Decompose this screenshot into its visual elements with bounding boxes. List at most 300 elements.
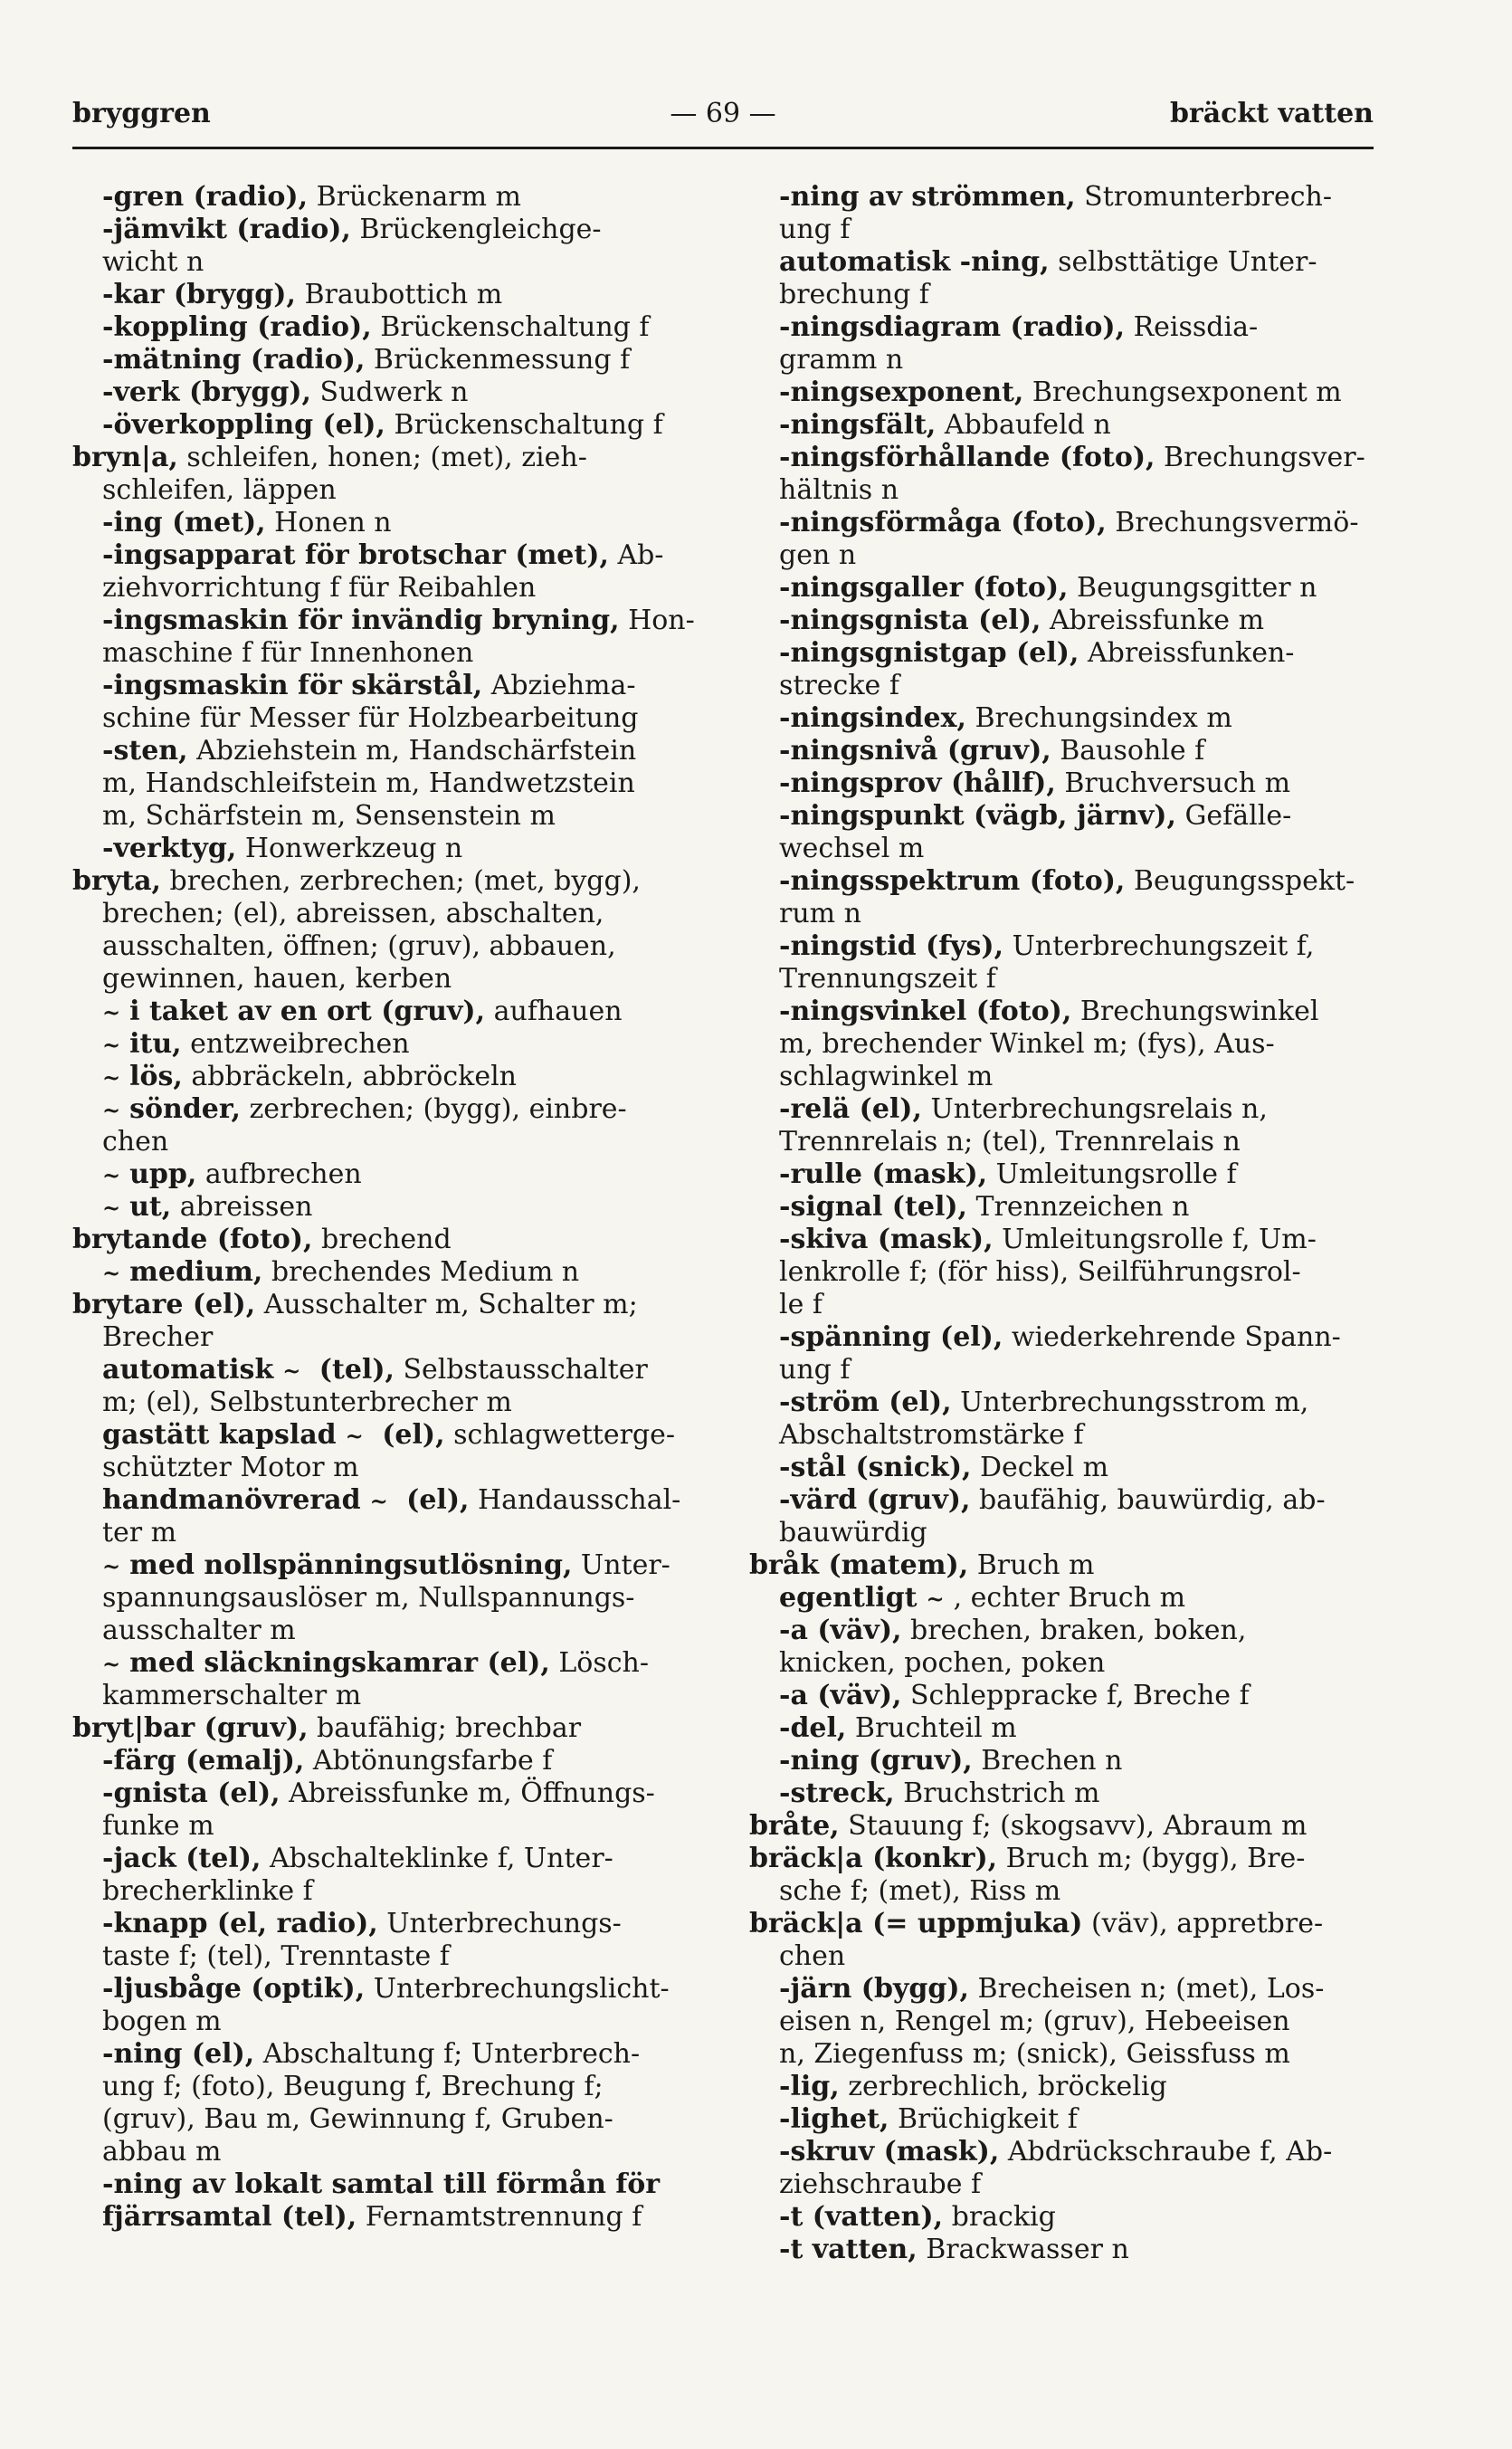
- translation: Abschaltstromstärke f: [779, 1419, 1084, 1451]
- translation: schine für Messer für Holzbearbeitung: [102, 702, 639, 734]
- headword: -verk (brygg),: [102, 376, 312, 408]
- dictionary-line: [749, 800, 1383, 833]
- headword: -ningsgaller (foto),: [779, 572, 1069, 604]
- dictionary-line: [72, 311, 724, 344]
- dictionary-line: [72, 2038, 724, 2071]
- headword: -knapp (el, radio),: [102, 1908, 378, 1939]
- swung-dash-icon: ~: [102, 1064, 121, 1091]
- dictionary-line: [749, 702, 1383, 735]
- dictionary-line: [749, 1256, 1383, 1289]
- headword: med släckningskamrar (el),: [129, 1647, 550, 1679]
- translation: Brechungsver-: [1155, 442, 1365, 473]
- headword: -signal (tel),: [779, 1191, 967, 1223]
- dictionary-line: [72, 735, 724, 767]
- swung-dash-icon: ~: [102, 1260, 121, 1286]
- dictionary-line: [749, 1452, 1383, 1484]
- headword: egentligt: [779, 1582, 918, 1614]
- swung-dash-icon: ~: [102, 1651, 121, 1677]
- headword: -kar (brygg),: [102, 279, 296, 310]
- dictionary-line: [749, 930, 1383, 963]
- translation: Abreissfunke m, Öffnungs-: [280, 1777, 655, 1809]
- headword: -ningsnivå (gruv),: [779, 735, 1051, 767]
- translation: wicht n: [102, 246, 204, 278]
- dictionary-line: [749, 409, 1383, 442]
- translation: Abschalteklinke f, Unter-: [261, 1843, 613, 1874]
- headword: -koppling (radio),: [102, 311, 372, 343]
- dictionary-line: [72, 800, 724, 833]
- headword: -t (vatten),: [779, 2201, 944, 2233]
- headword: -ning (gruv),: [779, 1745, 973, 1777]
- translation: Brechungsvermö-: [1106, 507, 1359, 538]
- headword: -ningsförmåga (foto),: [779, 507, 1107, 538]
- dictionary-line: [749, 1582, 1383, 1615]
- dictionary-line: [72, 1908, 724, 1940]
- dictionary-line: [749, 1940, 1383, 1973]
- headword: -ningsvinkel (foto),: [779, 996, 1072, 1027]
- translation: Abziehstein m, Handschärfstein: [187, 735, 637, 767]
- dictionary-line: [749, 376, 1383, 409]
- dictionary-line: [749, 1549, 1383, 1582]
- translation: Brückenarm m: [308, 181, 522, 213]
- dictionary-line: [749, 1908, 1383, 1940]
- translation: Brückenschaltung f: [385, 409, 663, 441]
- dictionary-line: [749, 2201, 1383, 2234]
- headword: upp,: [129, 1158, 197, 1190]
- translation: Fernamtstrennung f: [357, 2201, 642, 2233]
- translation: Bruchteil m: [846, 1712, 1017, 1744]
- dictionary-line: [72, 1158, 724, 1191]
- headword: -ingsmaskin för skärstål,: [102, 670, 483, 701]
- dictionary-line: [749, 1647, 1383, 1680]
- dictionary-line: [72, 1191, 724, 1224]
- translation: n, Ziegenfuss m; (snick), Geissfuss m: [779, 2038, 1290, 2070]
- translation: le f: [779, 1289, 823, 1320]
- dictionary-line: [72, 1973, 724, 2006]
- headword: -jämvikt (radio),: [102, 214, 351, 245]
- headword: -ljusbåge (optik),: [102, 1973, 366, 2005]
- translation: baufähig, bauwürdig, ab-: [970, 1484, 1326, 1516]
- dictionary-line: [749, 996, 1383, 1028]
- translation: Brackwasser n: [917, 2234, 1129, 2265]
- dictionary-line: [749, 2234, 1383, 2266]
- translation: Brechungsexponent m: [1023, 376, 1342, 408]
- translation: Lösch-: [549, 1647, 649, 1679]
- dictionary-line: [749, 1712, 1383, 1745]
- translation: Bruch m; (bygg), Bre-: [997, 1843, 1306, 1874]
- dictionary-line: [749, 1843, 1383, 1875]
- dictionary-line: [749, 1093, 1383, 1126]
- dictionary-line: [72, 1712, 724, 1745]
- translation: selbsttätige Unter-: [1049, 246, 1317, 278]
- translation: schützter Motor m: [102, 1452, 359, 1483]
- dictionary-line: [72, 1452, 724, 1484]
- translation: Reissdia-: [1125, 311, 1259, 343]
- headword: gastätt kapslad: [102, 1419, 337, 1451]
- dictionary-line: [749, 1777, 1383, 1810]
- dictionary-line: [749, 1354, 1383, 1386]
- translation: chen: [779, 1940, 846, 1972]
- dictionary-line: [72, 181, 724, 214]
- dictionary-line: [72, 1940, 724, 1973]
- headword: bräck|a (= uppmjuka): [749, 1908, 1083, 1939]
- translation: knicken, pochen, poken: [779, 1647, 1106, 1679]
- translation: brechung f: [779, 279, 929, 310]
- headword: -ningsexponent,: [779, 376, 1024, 408]
- field-label: (el),: [372, 1419, 445, 1451]
- dictionary-line: [72, 1745, 724, 1777]
- translation: Abreissfunken-: [1079, 637, 1295, 669]
- translation: Brecheisen n; (met), Los-: [969, 1973, 1325, 2005]
- swung-dash-icon: ~: [102, 1032, 121, 1058]
- translation: brechen, zerbrechen; (met, bygg),: [160, 865, 641, 897]
- headword: -jack (tel),: [102, 1843, 262, 1874]
- dictionary-line: [72, 605, 724, 637]
- dictionary-line: [72, 996, 724, 1028]
- swung-dash-icon: ~: [102, 999, 121, 1025]
- dictionary-line: [72, 670, 724, 702]
- headword: lös,: [129, 1061, 183, 1092]
- headword: -sten,: [102, 735, 188, 767]
- dictionary-line: [749, 767, 1383, 800]
- translation: Honwerkzeug n: [236, 833, 463, 864]
- dictionary-line: [72, 2168, 724, 2201]
- translation: Abschaltung f; Unterbrech-: [254, 2038, 641, 2070]
- translation: m, brechender Winkel m; (fys), Aus-: [779, 1028, 1275, 1060]
- translation: Trennrelais n; (tel), Trennrelais n: [779, 1126, 1241, 1158]
- dictionary-line: [72, 1843, 724, 1875]
- dictionary-line: [72, 539, 724, 572]
- swung-dash-icon: ~: [102, 1195, 121, 1221]
- dictionary-line: [749, 735, 1383, 767]
- dictionary-line: [749, 605, 1383, 637]
- dictionary-line: [749, 1028, 1383, 1061]
- headword: -t vatten,: [779, 2234, 918, 2265]
- headword: itu,: [129, 1028, 182, 1060]
- dictionary-line: [72, 1321, 724, 1354]
- translation: Trennungszeit f: [779, 963, 996, 995]
- translation: hältnis n: [779, 474, 899, 506]
- dictionary-line: [72, 1289, 724, 1321]
- dictionary-line: [749, 572, 1383, 605]
- translation: abbau m: [102, 2136, 222, 2168]
- headword: -ning av lokalt samtal till förmån för: [102, 2168, 661, 2200]
- dictionary-line: [749, 214, 1383, 246]
- field-label: (el),: [396, 1484, 470, 1516]
- page-header: [72, 98, 1374, 139]
- headword: -ning av strömmen,: [779, 181, 1076, 213]
- translation: Umleitungsrolle f: [987, 1158, 1237, 1190]
- translation: abbräckeln, abbröckeln: [182, 1061, 517, 1092]
- translation: wechsel m: [779, 833, 925, 864]
- headword: bryta,: [72, 865, 161, 897]
- dictionary-line: [749, 2136, 1383, 2168]
- headword: -mätning (radio),: [102, 344, 366, 376]
- dictionary-line: [749, 1680, 1383, 1712]
- swung-dash-icon: ~: [926, 1586, 945, 1612]
- dictionary-line: [749, 865, 1383, 898]
- headword: -lig,: [779, 2071, 840, 2102]
- headword: -ningsindex,: [779, 702, 966, 734]
- translation: Gefälle-: [1175, 800, 1292, 832]
- translation: lenkrolle f; (för hiss), Seilführungsrol-: [779, 1256, 1301, 1288]
- headword: -ningsförhållande (foto),: [779, 442, 1155, 473]
- translation: ter m: [102, 1517, 177, 1548]
- dictionary-line: [749, 1386, 1383, 1419]
- headword: -ning (el),: [102, 2038, 255, 2070]
- translation: eisen n, Rengel m; (gruv), Hebeeisen: [779, 2006, 1290, 2037]
- swung-dash-icon: ~: [345, 1423, 364, 1449]
- headword: -ningsdiagram (radio),: [779, 311, 1126, 343]
- headword: -stål (snick),: [779, 1452, 972, 1483]
- dictionary-line: [72, 474, 724, 507]
- dictionary-line: [72, 1647, 724, 1680]
- dictionary-line: [72, 1028, 724, 1061]
- dictionary-line: [749, 442, 1383, 474]
- headword: -färg (emalj),: [102, 1745, 305, 1777]
- dictionary-line: [72, 344, 724, 376]
- dictionary-line: [72, 1875, 724, 1908]
- translation: brackig: [943, 2201, 1056, 2233]
- headword: -relä (el),: [779, 1093, 922, 1125]
- translation: Beugungsspekt-: [1125, 865, 1355, 897]
- headword: bräck|a (konkr),: [749, 1843, 998, 1874]
- headword: -streck,: [779, 1777, 895, 1809]
- translation: funke m: [102, 1810, 214, 1842]
- dictionary-line: [72, 1582, 724, 1615]
- headword: -spänning (el),: [779, 1321, 1003, 1353]
- dictionary-line: [749, 1158, 1383, 1191]
- translation: sche f; (met), Riss m: [779, 1875, 1061, 1907]
- translation: gramm n: [779, 344, 904, 376]
- dictionary-line: [749, 181, 1383, 214]
- swung-dash-icon: ~: [282, 1358, 301, 1384]
- translation: ausschalter m: [102, 1615, 296, 1646]
- translation: Honen n: [265, 507, 392, 538]
- translation: Bruch m: [968, 1549, 1095, 1581]
- dictionary-line: [72, 1777, 724, 1810]
- dictionary-line: [72, 507, 724, 539]
- headword: -ing (met),: [102, 507, 266, 538]
- translation: Abbaufeld n: [936, 409, 1111, 441]
- dictionary-line: [749, 1289, 1383, 1321]
- translation: zerbrechlich, bröckelig: [839, 2071, 1167, 2102]
- translation: brechend: [312, 1224, 452, 1255]
- dictionary-line: [72, 637, 724, 670]
- headword: bråte,: [749, 1810, 840, 1842]
- translation: Brechungswinkel: [1071, 996, 1319, 1027]
- dictionary-line: [72, 1810, 724, 1843]
- translation: m; (el), Selbstunterbrecher m: [102, 1386, 512, 1418]
- swung-dash-icon: ~: [102, 1553, 121, 1579]
- translation: ung f; (foto), Beugung f, Brechung f;: [102, 2071, 604, 2102]
- translation: Stauung f; (skogsavv), Abraum m: [839, 1810, 1308, 1842]
- dictionary-line: [749, 246, 1383, 279]
- translation: Beugungsgitter n: [1068, 572, 1317, 604]
- field-label: (tel),: [309, 1354, 395, 1386]
- dictionary-line: [72, 898, 724, 930]
- dictionary-line: [749, 1875, 1383, 1908]
- translation: entzweibrechen: [181, 1028, 410, 1060]
- dictionary-line: [749, 2006, 1383, 2038]
- translation: strecke f: [779, 670, 899, 701]
- translation: abreissen: [171, 1191, 313, 1223]
- translation: Unterbrechungs-: [377, 1908, 622, 1939]
- translation: kammerschalter m: [102, 1680, 362, 1711]
- translation: Ausschalter m, Schalter m;: [255, 1289, 638, 1320]
- dictionary-line: [72, 1615, 724, 1647]
- dictionary-line: [72, 1386, 724, 1419]
- dictionary-line: [72, 767, 724, 800]
- headword: -verktyg,: [102, 833, 237, 864]
- headword: fjärrsamtal (tel),: [102, 2201, 357, 2233]
- headword: -ingsmaskin för invändig bryning,: [102, 605, 620, 636]
- dictionary-line: [72, 2006, 724, 2038]
- translation: Brückenmessung f: [365, 344, 631, 376]
- dictionary-line: [749, 1191, 1383, 1224]
- dictionary-line: [749, 344, 1383, 376]
- headword: -ningsspektrum (foto),: [779, 865, 1126, 897]
- dictionary-line: [72, 279, 724, 311]
- headword: handmanövrerad: [102, 1484, 361, 1516]
- dictionary-line: [72, 376, 724, 409]
- translation: m, Handschleifstein m, Handwetzstein: [102, 767, 635, 799]
- translation: spannungsauslöser m, Nullspannungs-: [102, 1582, 635, 1614]
- dictionary-line: [749, 2103, 1383, 2136]
- translation: schlagwinkel m: [779, 1061, 994, 1092]
- translation: (gruv), Bau m, Gewinnung f, Gruben-: [102, 2103, 613, 2135]
- translation: chen: [102, 1126, 169, 1158]
- left-column: [72, 181, 724, 2234]
- dictionary-line: [72, 2071, 724, 2103]
- dictionary-line: [72, 865, 724, 898]
- headword: -ningstid (fys),: [779, 930, 1004, 962]
- translation: aufbrechen: [196, 1158, 362, 1190]
- headword: ut,: [129, 1191, 172, 1223]
- dictionary-line: [72, 1256, 724, 1289]
- headword: -ningsfält,: [779, 409, 937, 441]
- dictionary-line: [749, 1419, 1383, 1452]
- dictionary-line: [749, 539, 1383, 572]
- headword: -gren (radio),: [102, 181, 309, 213]
- dictionary-line: [72, 2201, 724, 2234]
- translation: m, Schärfstein m, Sensenstein m: [102, 800, 556, 832]
- translation: Unterbrechungsstrom m,: [951, 1386, 1309, 1418]
- dictionary-line: [749, 2071, 1383, 2103]
- headword: -gnista (el),: [102, 1777, 281, 1809]
- translation: Braubottich m: [295, 279, 503, 310]
- swung-dash-icon: ~: [369, 1488, 388, 1514]
- translation: Abdrückschraube f, Ab-: [999, 2136, 1333, 2168]
- dictionary-line: [749, 1810, 1383, 1843]
- dictionary-line: [72, 246, 724, 279]
- translation: Hon-: [619, 605, 695, 636]
- dictionary-line: [72, 1549, 724, 1582]
- translation: Deckel m: [971, 1452, 1109, 1483]
- translation: Stromunterbrech-: [1075, 181, 1332, 213]
- headword: -ingsapparat för brotschar (met),: [102, 539, 609, 571]
- translation: Brückenschaltung f: [371, 311, 650, 343]
- dictionary-line: [749, 1745, 1383, 1777]
- translation: brechen, braken, boken,: [901, 1615, 1247, 1646]
- dictionary-line: [72, 2136, 724, 2168]
- translation: bauwürdig: [779, 1517, 927, 1548]
- headword: -järn (bygg),: [779, 1973, 969, 2005]
- translation: , echter Bruch m: [953, 1582, 1186, 1614]
- dictionary-line: [72, 1517, 724, 1549]
- dictionary-line: [749, 1615, 1383, 1647]
- translation: ung f: [779, 1354, 851, 1386]
- headword: -ningsgnistgap (el),: [779, 637, 1079, 669]
- dictionary-line: [749, 474, 1383, 507]
- headword: -ningspunkt (vägb, järnv),: [779, 800, 1176, 832]
- headword: brytande (foto),: [72, 1224, 313, 1255]
- dictionary-line: [749, 2038, 1383, 2071]
- dictionary-line: [749, 898, 1383, 930]
- headword: -ningsprov (hållf),: [779, 767, 1056, 799]
- translation: maschine f für Innenhonen: [102, 637, 474, 669]
- translation: brechen; (el), abreissen, abschalten,: [102, 898, 604, 929]
- dictionary-line: [749, 1517, 1383, 1549]
- dictionary-line: [749, 507, 1383, 539]
- translation: bogen m: [102, 2006, 222, 2037]
- translation: Brecher: [102, 1321, 214, 1353]
- translation: zerbrechen; (bygg), einbre-: [240, 1093, 627, 1125]
- translation: Umleitungsrolle f, Um-: [993, 1224, 1317, 1255]
- dictionary-line: [749, 1973, 1383, 2006]
- translation: ziehschraube f: [779, 2168, 982, 2200]
- translation: Schleppracke f, Breche f: [901, 1680, 1250, 1711]
- dictionary-line: [72, 1093, 724, 1126]
- translation: ung f: [779, 214, 851, 245]
- dictionary-line: [72, 572, 724, 605]
- dictionary-line: [72, 1224, 724, 1256]
- dictionary-line: [72, 2103, 724, 2136]
- translation: Trennzeichen n: [966, 1191, 1190, 1223]
- translation: Abziehma-: [482, 670, 636, 701]
- translation: Unterbrechungsrelais n,: [921, 1093, 1268, 1125]
- dictionary-line: [749, 279, 1383, 311]
- headword: sönder,: [129, 1093, 241, 1125]
- dictionary-line: [72, 930, 724, 963]
- translation: Brechungsindex m: [965, 702, 1232, 734]
- header-guide-word-left: bryggren: [72, 98, 211, 129]
- translation: aufhauen: [485, 996, 623, 1027]
- headword: -lighet,: [779, 2103, 889, 2135]
- dictionary-line: [72, 442, 724, 474]
- header-guide-word-right: bräckt vatten: [1169, 98, 1374, 129]
- translation: Bausohle f: [1051, 735, 1205, 767]
- dictionary-line: [72, 214, 724, 246]
- page-number: — 69 —: [670, 98, 776, 129]
- translation: Abtönungsfarbe f: [304, 1745, 553, 1777]
- dictionary-line: [749, 1224, 1383, 1256]
- translation: Brechen n: [972, 1745, 1123, 1777]
- headword: bryn|a,: [72, 442, 178, 473]
- headword: medium,: [129, 1256, 263, 1288]
- headword: med nollspänningsutlösning,: [129, 1549, 573, 1581]
- translation: ziehvorrichtung f für Reibahlen: [102, 572, 537, 604]
- dictionary-line: [72, 1680, 724, 1712]
- headword: i taket av en ort (gruv),: [129, 996, 486, 1027]
- dictionary-line: [749, 1126, 1383, 1158]
- headword: -överkoppling (el),: [102, 409, 385, 441]
- dictionary-line: [749, 1061, 1383, 1093]
- translation: Handausschal-: [469, 1484, 681, 1516]
- swung-dash-icon: ~: [102, 1162, 121, 1188]
- translation: Unter-: [572, 1549, 670, 1581]
- right-column: [749, 181, 1383, 2266]
- dictionary-line: [749, 963, 1383, 996]
